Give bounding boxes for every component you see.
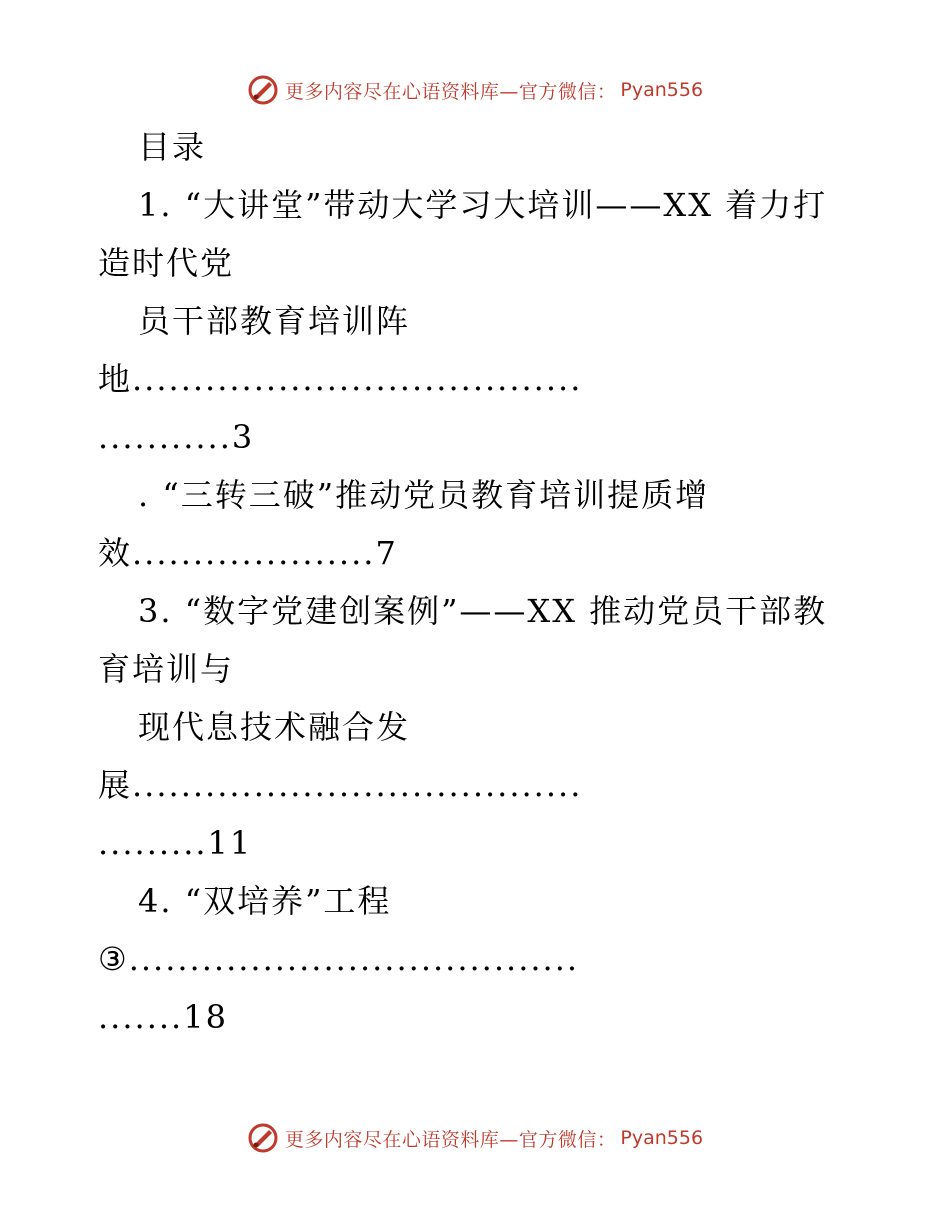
toc-entry-3-line-3: 现代息技术融合发 [138, 708, 411, 746]
toc-entry-1-line-3: 员干部教育培训阵 [138, 302, 411, 340]
watermark-contact: Pyan556 [620, 79, 704, 101]
toc-entry-2-line-1: . “三转三破”推动党员教育培训提质增 [138, 476, 710, 514]
watermark-text: 更多内容尽在心语资料库—官方微信： [284, 1128, 617, 1151]
toc-entry-4-line-1: 4. “双培养”工程 [138, 882, 392, 920]
toc-entry-1-line-2: 造时代党 [98, 244, 235, 282]
toc-entry-1-line-1: 1. “大讲堂”带动大学习大培训——XX 着力打 [138, 186, 828, 224]
watermark-text: 更多内容尽在心语资料库—官方微信： [284, 80, 617, 103]
brush-seal-icon [247, 74, 279, 106]
toc-entry-4-page: .......18 [98, 998, 228, 1036]
footer-watermark [0, 1118, 950, 1158]
toc-heading: 目录 [138, 128, 207, 166]
toc-entry-4-line-2: ③..................................... [98, 940, 580, 978]
brush-seal-icon [247, 1122, 279, 1154]
toc-entry-3-line-2: 育培训与 [98, 650, 235, 688]
toc-entry-1-line-4: 地..................................... [98, 360, 583, 398]
toc-entry-3-line-4: 展..................................... [98, 766, 583, 804]
toc-entry-3-page: .........11 [98, 824, 253, 862]
watermark-contact: Pyan556 [620, 1127, 704, 1149]
toc-entry-3-line-1: 3. “数字党建创案例”——XX 推动党员干部教 [138, 592, 828, 630]
table-of-contents [98, 118, 858, 1046]
toc-entry-2-page: 效....................7 [98, 534, 398, 572]
header-watermark [0, 70, 950, 110]
toc-entry-1-page: ...........3 [98, 418, 255, 456]
